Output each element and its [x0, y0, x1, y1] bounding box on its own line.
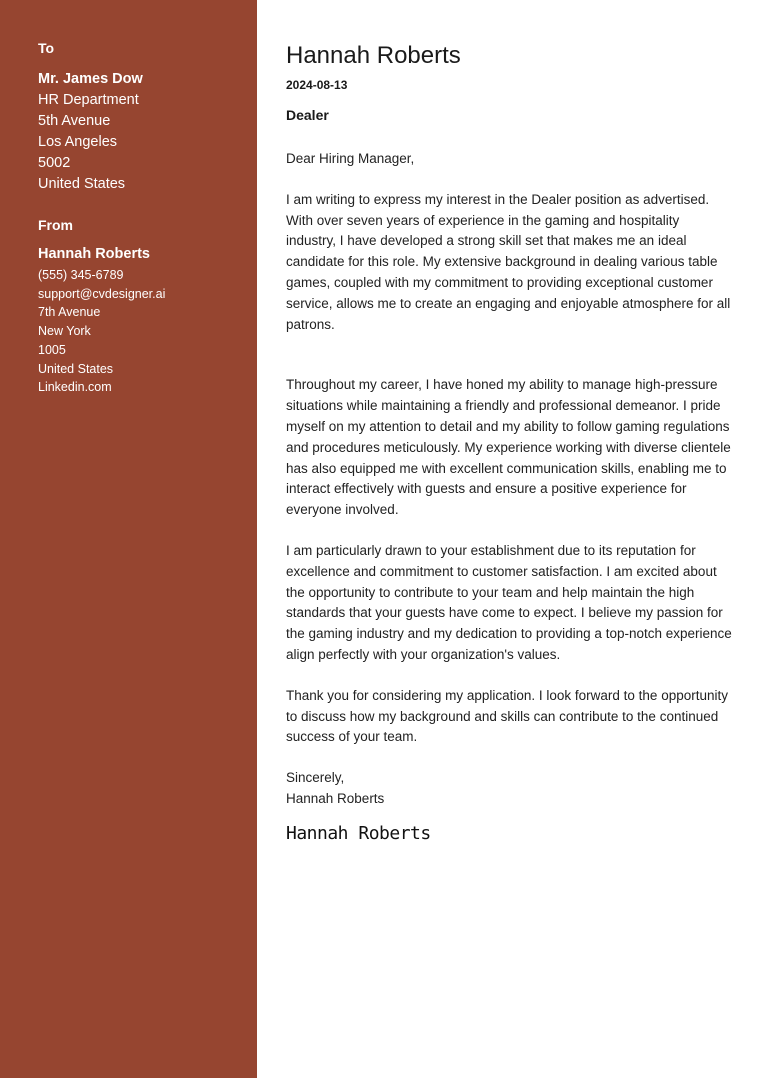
letter-date: 2024-08-13 [286, 78, 348, 92]
recipient-city: Los Angeles [38, 134, 118, 150]
to-heading: To [38, 40, 55, 56]
recipient-country: United States [38, 176, 126, 192]
recipient-street: 5th Avenue [38, 113, 111, 129]
sidebar [0, 0, 257, 1078]
closing-text: Sincerely, [286, 770, 345, 786]
paragraph-experience: Throughout my career, I have honed my ability to manage high-pressure situations while maintaining a friendly and professional demeanor. I pride myself on my attention to detail and my ability to follow gaming regulations and procedures meticulously. My experience working with diverse clientele has also equipped me with excellent communication skills, enabling me to interact effectively with guests and ensure a positive experience for everyone involved. [286, 377, 731, 518]
sender-name: Hannah Roberts [38, 246, 150, 262]
paragraph-motivation: I am particularly drawn to your establishment due to its reputation for excellence and commitment to customer satisfaction. I am excited about the opportunity to contribute to your team and help maintain the high standards that your guests have come to expect. I believe my passion for the gaming industry and my dedication to providing a top-notch experience align perfectly with your organization's values. [286, 542, 732, 662]
paragraph-intro: I am writing to express my interest in the Dealer position as advertised. With over seven years of experience in the gaming and hospitality industry, I have developed a strong skill set that makes me an ideal candidate for this role. My extensive background in dealing various table games, coupled with my commitment to providing exceptional customer service, allows me to create an engaging and enjoyable atmosphere for all patrons. [286, 191, 731, 332]
job-title: Dealer [286, 107, 329, 123]
sender-linkedin: Linkedin.com [38, 380, 112, 395]
recipient-department: HR Department [38, 92, 139, 108]
sender-city: New York [38, 324, 91, 339]
closing-name: Hannah Roberts [286, 790, 385, 806]
from-heading: From [38, 217, 73, 233]
sender-country: United States [38, 361, 114, 376]
page-title: Hannah Roberts [286, 42, 461, 69]
salutation: Dear Hiring Manager, [286, 151, 415, 166]
sender-street: 7th Avenue [38, 305, 101, 320]
sender-phone: (555) 345-6789 [38, 268, 124, 282]
sender-zip: 1005 [38, 342, 66, 357]
paragraph-thanks: Thank you for considering my application. I look forward to the opportunity to discuss how my background and skills can contribute to the continued success of your team. [286, 687, 728, 745]
signature: Hannah Roberts [286, 822, 431, 844]
letter-body [257, 0, 768, 1078]
sender-block [38, 217, 257, 397]
recipient-name: Mr. James Dow [38, 71, 143, 87]
closing-block [286, 768, 732, 810]
recipient-block [38, 40, 257, 195]
recipient-zip: 5002 [38, 155, 71, 171]
sender-email: support@cvdesigner.ai [38, 286, 166, 301]
